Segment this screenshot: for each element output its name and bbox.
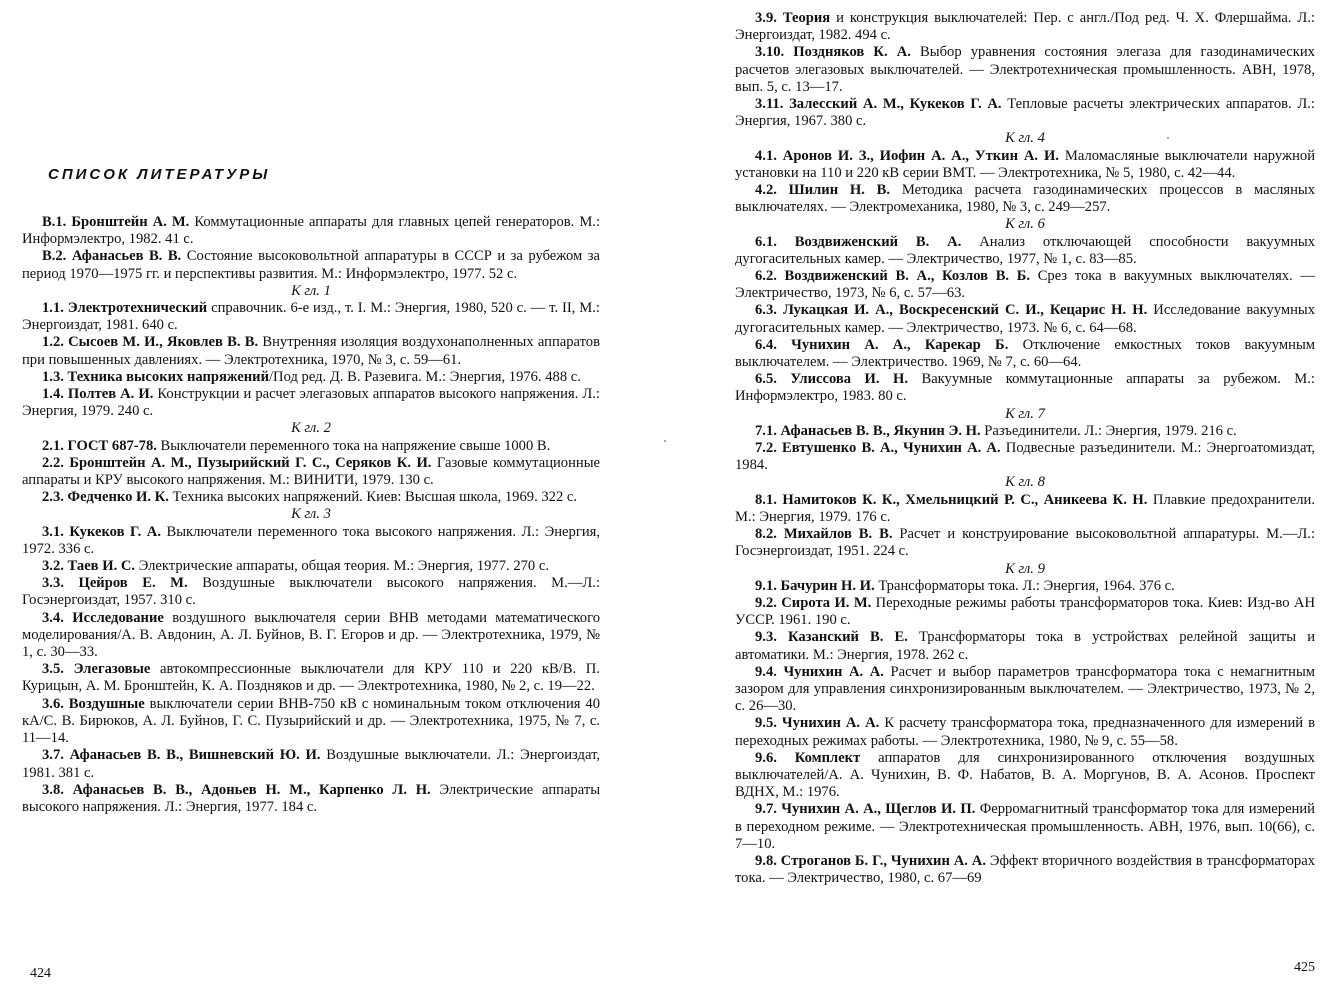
reference-entry bbox=[735, 234, 1315, 268]
reference-entry bbox=[735, 664, 1315, 716]
reference-entry bbox=[22, 661, 600, 695]
reference-entry bbox=[22, 438, 600, 455]
reference-author: 6.2. Воздвиженский В. А., Козлов В. Б. bbox=[755, 268, 1031, 285]
reference-text: Переходные режимы работы трансформаторов тока. Киев: Изд-во АН УССР. 1961. 190 с. bbox=[735, 594, 1315, 629]
reference-author: 3.3. Цейров Е. М. bbox=[42, 575, 188, 592]
reference-author: 9.4. Чунихин А. А. bbox=[755, 663, 884, 680]
reference-entry bbox=[22, 300, 600, 334]
reference-entry bbox=[22, 782, 600, 816]
reference-author: 9.3. Казанский В. Е. bbox=[755, 629, 908, 646]
reference-author: 9.2. Сирота И. М. bbox=[755, 594, 872, 611]
reference-entry bbox=[22, 747, 600, 781]
reference-entry bbox=[22, 455, 600, 489]
reference-entry bbox=[22, 248, 600, 282]
reference-author: 1.2. Сысоев М. И., Яковлев В. В. bbox=[42, 334, 259, 351]
reference-text: К расчету трансформатора тока, предназначенного для измерений в переходных режимах работы. — Электротехника, 1980, № 9, с. 55—58. bbox=[735, 715, 1315, 749]
reference-author: 3.5. Элегазовые bbox=[42, 661, 151, 678]
right-page bbox=[735, 0, 1315, 996]
reference-text: Коммутационные аппараты для главных цепей генераторов. М.: Информэлектро, 1982. 41 с. bbox=[22, 214, 600, 248]
reference-entry bbox=[735, 337, 1315, 371]
reference-entry bbox=[735, 423, 1315, 440]
left-page bbox=[22, 0, 600, 996]
reference-text: Конструкции и расчет элегазовых аппаратов высокого напряжения. Л.: Энергия, 1979. 240 с. bbox=[22, 386, 600, 420]
reference-text: Отключение емкостных токов вакуумным выключателем. — Электричество. 1969, № 7, с. 60—64. bbox=[735, 336, 1315, 371]
reference-author: 3.10. Поздняков К. А. bbox=[755, 44, 911, 61]
reference-author: 3.11. Залесский А. М., Кукеков Г. А. bbox=[755, 96, 1002, 113]
reference-author: 3.6. Воздушные bbox=[42, 695, 145, 712]
reference-text: автокомпрессионные выключатели для КРУ 110 и 220 кВ/В. П. Курицын, А. М. Бронштейн, К. А. Поздняков и др. — Электротехника, 1980, № 2, с. 19—22. bbox=[22, 661, 600, 695]
reference-entry bbox=[735, 371, 1315, 405]
reference-text: Воздушные выключатели высокого напряжения. М.—Л.: Госэнергоиздат, 1957. 310 с. bbox=[22, 575, 601, 609]
reference-text: Вакуумные коммутационные аппараты за рубежом. М.: Информэлектро, 1983. 80 с. bbox=[735, 371, 1315, 405]
chapter-subheading: К гл. 8 bbox=[1005, 474, 1045, 491]
reference-author: 3.4. Исследование bbox=[42, 609, 164, 626]
reference-text: Техника высоких напряжений. Киев: Высшая школа, 1969. 322 с. bbox=[168, 489, 578, 506]
reference-text: Состояние высоковольтной аппаратуры в СССР и за рубежом за период 1970—1975 гг. и перспективы развития. М.: Информэлектро, 1977. 52 с. bbox=[22, 248, 600, 282]
reference-entry bbox=[22, 558, 600, 575]
reference-text: Методика расчета газодинамических процессов в масляных выключателях. — Электромеханика, 1980, № 3, с. 249—257. bbox=[735, 182, 1315, 216]
reference-entry bbox=[22, 369, 600, 386]
reference-author: 9.8. Строганов Б. Г., Чунихин А. А. bbox=[755, 852, 986, 869]
reference-author: 6.5. Улиссова И. Н. bbox=[755, 371, 908, 388]
reference-entry bbox=[735, 715, 1315, 749]
reference-author: 9.6. Комплект bbox=[755, 749, 861, 766]
reference-text: Газовые коммутационные аппараты и КРУ высокого напряжения. М.: ВИНИТИ, 1979. 130 с. bbox=[22, 454, 601, 489]
print-speck bbox=[664, 440, 666, 442]
bibliography-heading: СПИСОК ЛИТЕРАТУРЫ bbox=[48, 166, 271, 183]
page-number-left: 424 bbox=[30, 966, 51, 981]
reference-author: 1.3. Техника высоких напряжений bbox=[42, 368, 269, 385]
reference-entry bbox=[735, 578, 1315, 595]
reference-text: Электрические аппараты высокого напряжения. Л.: Энергия, 1977. 184 с. bbox=[22, 781, 601, 815]
reference-text: Воздушные выключатели. Л.: Энергоиздат, 1981. 381 с. bbox=[22, 747, 600, 781]
reference-text: справочник. 6-е изд., т. I. М.: Энергия, 1980, 520 с. — т. II, М.: Энергоиздат, 1981. 640 с. bbox=[22, 300, 600, 334]
reference-text: Маломасляные выключатели наружной установки на 110 и 220 кВ серии ВМТ. — Электротехника, № 5, 1980, с. 42—44. bbox=[735, 147, 1315, 181]
reference-author: 1.1. Электротехнический bbox=[42, 300, 208, 317]
reference-author: 2.3. Федченко И. К. bbox=[42, 489, 169, 506]
reference-text: /Под ред. Д. В. Разевига. М.: Энергия, 1976. 488 с. bbox=[269, 368, 581, 385]
reference-entry bbox=[22, 386, 600, 420]
reference-author: 1.4. Полтев А. И. bbox=[42, 386, 154, 403]
reference-text: Выбор уравнения состояния элегаза для газодинамических расчетов элегазовых выключателей. — Электротехническая промышленность. АВН, 1978, вып. 5, с. 13—17. bbox=[735, 44, 1315, 95]
reference-author: 9.5. Чунихин А. А. bbox=[755, 715, 880, 732]
reference-text: выключатели серии ВНВ-750 кВ с номинальным током отключения 40 кА/С. В. Бирюков, А. Л. Буйнов, Г. С. Пузырийский и др. — Электротехника, 1975, № 7, с. 11—14. bbox=[22, 695, 601, 747]
reference-text: Выключатели переменного тока на напряжение свыше 1000 В. bbox=[156, 437, 551, 454]
reference-text: Выключатели переменного тока высокого напряжения. Л.: Энергия, 1972. 336 с. bbox=[22, 523, 600, 557]
reference-entry bbox=[735, 96, 1315, 130]
page-number-right: 425 bbox=[1294, 960, 1315, 975]
reference-entry bbox=[735, 440, 1315, 474]
reference-author: 6.1. Воздвиженский В. А. bbox=[755, 233, 962, 250]
reference-entry bbox=[22, 610, 600, 662]
reference-text: и конструкция выключателей: Пер. с англ./Под ред. Ч. Х. Флершайма. Л.: Энергоиздат, 1982. 494 с. bbox=[735, 10, 1315, 44]
left-references-column bbox=[22, 214, 600, 816]
reference-author: 6.3. Лукацкая И. А., Воскресенский С. И., Кецарис Н. Н. bbox=[755, 302, 1148, 319]
reference-author: 7.2. Евтушенко В. А., Чунихин А. А. bbox=[755, 440, 1001, 457]
reference-entry bbox=[735, 853, 1315, 887]
reference-entry bbox=[735, 302, 1315, 336]
reference-author: 4.1. Аронов И. З., Иофин А. А., Уткин А. И. bbox=[755, 147, 1059, 164]
reference-text: Электрические аппараты, общая теория. М.: Энергия, 1977. 270 с. bbox=[135, 558, 549, 575]
reference-entry bbox=[735, 750, 1315, 802]
right-references-column bbox=[735, 10, 1315, 887]
reference-text: аппаратов для синхронизированного отключения воздушных выключателей/А. А. Чунихин, В. Ф. Набатов, В. А. Моргунов, В. А. Асонов. Проспект ВДНХ, М.: 1976. bbox=[735, 749, 1315, 801]
reference-text: воздушного выключателя серии ВНВ методами математического моделирования/А. В. Авдонин, А. Л. Буйнов, В. Г. Егоров и др. — Электротехника, 1979, № 1, с. 30—33. bbox=[22, 609, 601, 661]
reference-entry bbox=[735, 595, 1315, 629]
reference-author: 7.1. Афанасьев В. В., Якунин Э. Н. bbox=[755, 422, 981, 439]
reference-author: 3.9. Теория bbox=[755, 10, 831, 26]
chapter-subheading: К гл. 4 bbox=[1005, 130, 1045, 147]
reference-entry bbox=[735, 801, 1315, 853]
reference-entry bbox=[735, 526, 1315, 560]
reference-entry bbox=[22, 524, 600, 558]
reference-text: Ферромагнитный трансформатор тока для измерений в переходном режиме. — Электротехническая промышленность. АВН, 1976, вып. 10(66), с. 7—10. bbox=[735, 801, 1315, 852]
reference-text: Анализ отключающей способности вакуумных дугогасительных камер. — Электричество, 1977, № 1, с. 83—85. bbox=[735, 233, 1315, 267]
reference-text: Подвесные разъединители. М.: Энергоатомиздат, 1984. bbox=[735, 440, 1316, 474]
reference-text: Расчет и конструирование высоковольтной аппаратуры. М.—Л.: Госэнергоиздат, 1951. 224 с. bbox=[735, 526, 1315, 560]
reference-text: Плавкие предохранители. М.: Энергия, 1979. 176 с. bbox=[735, 491, 1315, 525]
reference-text: Исследование вакуумных дугогасительных камер. — Электричество, 1973. № 6, с. 64—68. bbox=[735, 302, 1315, 336]
reference-text: Расчет и выбор параметров трансформатора тока с немагнитным зазором для управления синхронизированным выключателем. — Электричество, 1973, № 2, с. 26—30. bbox=[735, 663, 1316, 715]
chapter-subheading: К гл. 6 bbox=[1005, 216, 1045, 233]
reference-author: 2.1. ГОСТ 687-78. bbox=[42, 437, 157, 454]
reference-entry bbox=[735, 492, 1315, 526]
reference-entry bbox=[735, 44, 1315, 96]
reference-author: В.2. Афанасьев В. В. bbox=[42, 248, 182, 265]
reference-entry bbox=[22, 489, 600, 506]
reference-entry bbox=[735, 182, 1315, 216]
reference-text: Срез тока в вакуумных выключателях. — Электричество, 1973, № 6, с. 57—63. bbox=[735, 268, 1315, 302]
print-speck bbox=[1167, 137, 1169, 139]
reference-author: 9.1. Бачурин Н. И. bbox=[755, 577, 875, 594]
reference-author: 4.2. Шилин Н. В. bbox=[755, 182, 891, 199]
chapter-subheading: К гл. 2 bbox=[291, 420, 331, 437]
reference-entry bbox=[22, 214, 600, 248]
reference-text: Тепловые расчеты электрических аппаратов. Л.: Энергия, 1967. 380 с. bbox=[735, 96, 1315, 130]
reference-text: Трансформаторы тока в устройствах релейной защиты и автоматики. М.: Энергия, 1978. 262 с. bbox=[735, 629, 1315, 663]
reference-author: 8.2. Михайлов В. В. bbox=[755, 526, 893, 543]
reference-author: 8.1. Намитоков К. К., Хмельницкий Р. С., Аникеева К. Н. bbox=[755, 491, 1148, 508]
chapter-subheading: К гл. 3 bbox=[291, 506, 331, 523]
reference-author: 2.2. Бронштейн А. М., Пузырийский Г. С., Серяков К. И. bbox=[42, 454, 432, 471]
reference-text: Внутренняя изоляция воздухонаполненных аппаратов при повышенных давлениях. — Электротехника, 1970, № 3, с. 59—61. bbox=[22, 334, 600, 368]
chapter-subheading: К гл. 1 bbox=[291, 282, 331, 299]
reference-entry bbox=[735, 268, 1315, 302]
reference-entry bbox=[22, 575, 600, 609]
reference-author: 9.7. Чунихин А. А., Щеглов И. П. bbox=[755, 801, 976, 818]
reference-author: 3.2. Таев И. С. bbox=[42, 558, 136, 575]
chapter-subheading: К гл. 9 bbox=[1005, 560, 1045, 577]
reference-entry bbox=[22, 696, 600, 748]
reference-entry bbox=[22, 334, 600, 368]
reference-author: 3.8. Афанасьев В. В., Адоньев Н. М., Карпенко Л. Н. bbox=[42, 781, 431, 798]
reference-author: 3.7. Афанасьев В. В., Вишневский Ю. И. bbox=[42, 747, 321, 764]
reference-entry bbox=[735, 629, 1315, 663]
reference-author: В.1. Бронштейн А. М. bbox=[42, 214, 190, 230]
reference-author: 6.4. Чунихин А. А., Карекар Б. bbox=[755, 336, 1009, 353]
reference-entry bbox=[735, 10, 1315, 44]
reference-entry bbox=[735, 148, 1315, 182]
reference-author: 3.1. Кукеков Г. А. bbox=[42, 523, 161, 540]
reference-text: Трансформаторы тока. Л.: Энергия, 1964. 376 с. bbox=[874, 577, 1175, 594]
reference-text: Эффект вторичного воздействия в трансформаторах тока. — Электричество, 1980, с. 67—69 bbox=[735, 852, 1315, 887]
reference-text: Разъединители. Л.: Энергия, 1979. 216 с. bbox=[980, 422, 1237, 439]
chapter-subheading: К гл. 7 bbox=[1005, 405, 1045, 422]
